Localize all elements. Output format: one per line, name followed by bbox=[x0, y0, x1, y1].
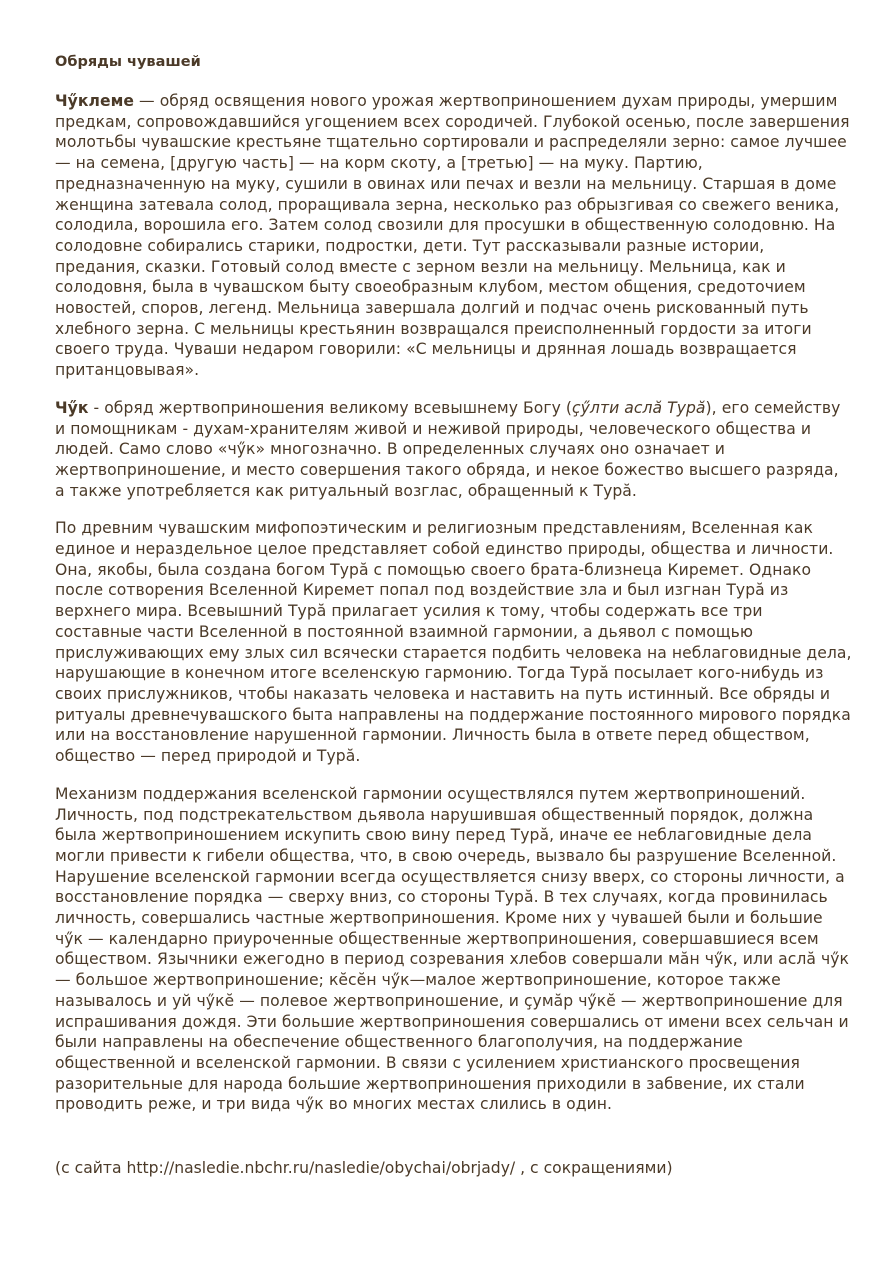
paragraph-mythology: По древним чувашским мифопоэтическим и религиозным представлениям, Вселенная как единое и нераздельное целое представляет собой единство природы, общества и личности. Она, якобы, была создана богом Турӑ с помощью своего брата-близнеца Киремет. Однако после сотворения Вселенной Киремет попал под воздействие зла и был изгнан Турӑ из верхнего мира. Всевышний Турӑ прилагает усилия к тому, чтобы содержать все три составные части Вселенной в постоянной взаимной гармонии, а дьявол с помощью прислуживающих ему злых сил всячески старается подбить человека на неблаговидные дела, нарушающие в конечном итоге вселенскую гармонию. Тогда Турӑ посылает кого-нибудь из своих прислужников, чтобы наказать человека и наставить на путь истинный. Все обряды и ритуалы древнечувашского быта направлены на поддержание постоянного мирового порядка или на восстановление нарушенной гармонии. Личность была в ответе перед обществом, общество — перед природой и Турӑ. bbox=[55, 519, 852, 766]
paragraph-chuk bbox=[55, 398, 853, 502]
term-chuk: Чӳк bbox=[55, 398, 89, 417]
paragraph-mechanism: Механизм поддержания вселенской гармонии осуществлялся путем жертвоприношений. Личность, под подстрекательством дьявола нарушившая общественный порядок, должна была жертвоприношением искупить свою вину перед Турӑ, иначе ее неблаговидные дела могли привести к гибели общества, что, в свою очередь, вызвало бы разрушение Вселенной. Нарушение вселенской гармонии всегда осуществляется снизу вверх, со стороны личности, а восстановление порядка — сверху вниз, со стороны Турӑ. В тех случаях, когда провинилась личность, совершались частные жертвоприношения. Кроме них у чувашей были и большие чӳк — календарно приуроченные общественные жертвоприношения, совершавшиеся всем обществом. Язычники ежегодно в период созревания хлебов совершали мӑн чӳк, или аслӑ чӳк — большое жертвоприношение; кӗсӗн чӳк—малое жертвоприношение, которое также называлось и уй чӳкӗ — полевое жертвоприношение, и ҫумӑр чӳкӗ — жертвоприношение для испрашивания дождя. Эти большие жертвоприношения совершались от имени всех сельчан и были направлены на обеспечение общественного благополучия, на поддержание общественной и вселенской гармонии. В связи с усилением христианского просвещения разорительные для народа большие жертвоприношения приходили в забвение, их стали проводить реже, и три вида чӳк во многих местах слились в один. bbox=[55, 784, 850, 1114]
document-title: Обряды чувашей bbox=[55, 54, 201, 70]
paragraph-chukleme bbox=[55, 91, 853, 381]
term-chukleme: Чӳклеме bbox=[55, 92, 135, 110]
paragraph-text: - обряд жертвоприношения великому всевышнему Богу ( bbox=[88, 398, 573, 417]
paragraph-text: — обряд освящения нового урожая жертвоприношением духам природы, умершим предкам, сопровождавшийся угощением всех сородичей. Глубокой осенью, после завершения молотьбы чувашские крестьяне тщательно сортировали и распределяли зерно: самое лучшее — на семена, [другую часть] — на корм скоту, а [третью] — на муку. Партию, предназначенную на муку, сушили в овинах или печах и везли на мельницу. Старшая в доме женщина затевала солод, проращивала зерна, несколько раз обрызгивая со свежего веника, солодила, ворошила его. Затем солод свозили для просушки в общественную солодовню. На солодовне собирались старики, подростки, дети. Тут рассказывали разные истории, предания, сказки. Готовый солод вместе с зерном везли на мельницу. Мельница, как и солодовня, была в чувашском быту своеобразным клубом, местом общения, средоточием новостей, споров, легенд. Мельница завершала долгий и подчас очень рискованный путь хлебного зерна. С мельницы крестьянин возвращался преисполненный гордости за итоги своего труда. Чуваши недаром говорили: «С мельницы и дрянная лошадь возвращается пританцовывая». bbox=[55, 92, 850, 380]
source-note: (с сайта http://nasledie.nbchr.ru/nasledie/obychai/obrjady/ , с сокращениями) bbox=[55, 1159, 673, 1177]
paragraph-text: ), его семейству и помощникам - духам-хранителям живой и неживой природы, человеческого общества и людей. Само слово «чӳк» многозначно. В определенных случаях оно означает и жертвоприношение, и место совершения такого обряда, и некое божество высшего разряда, а также употребляется как ритуальный возглас, обращенный к Турӑ. bbox=[55, 398, 841, 500]
italic-phrase: ҫӳлти аслӑ Турӑ bbox=[572, 398, 706, 417]
